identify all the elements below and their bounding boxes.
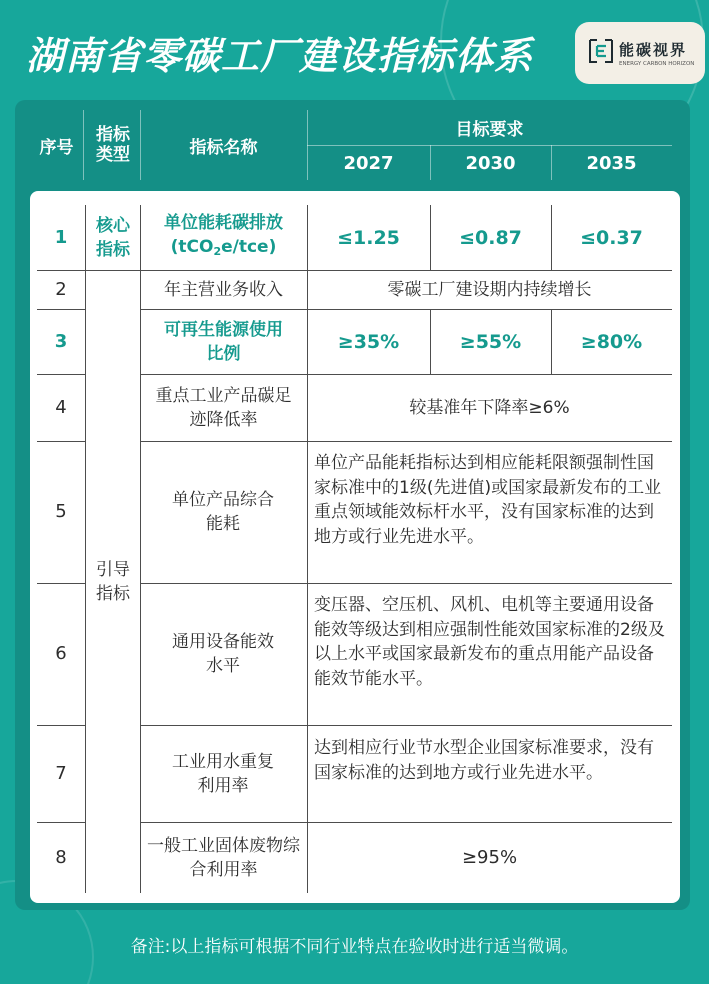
row-1-seq: 1 <box>54 226 68 248</box>
row-7-name: 工业用水重复利用率 <box>172 751 274 796</box>
guide-type-label: 引导指标 <box>96 559 130 604</box>
column-divider <box>85 205 86 893</box>
row-1-type: 核心指标 <box>96 215 130 260</box>
page-title: 湖南省零碳工厂建设指标体系 <box>26 34 534 78</box>
header-year-2027: 2027 <box>343 153 394 174</box>
row-4-seq: 4 <box>55 396 67 418</box>
header-name: 指标名称 <box>189 137 258 158</box>
row-1-value-2027: ≤1.25 <box>337 226 400 249</box>
brand-logo <box>575 22 705 84</box>
row-4-value: 较基准年下降率≥6% <box>409 397 570 418</box>
header-year-2030: 2030 <box>465 153 516 174</box>
row-1-name <box>140 205 307 270</box>
brand-name: 能碳视界 <box>619 41 688 59</box>
header-divider <box>83 110 84 180</box>
header-type: 指标类型 <box>96 125 130 165</box>
row-3-value-2030: ≥55% <box>459 330 522 353</box>
header-divider <box>307 145 672 146</box>
row-5-name: 单位产品综合能耗 <box>172 490 274 534</box>
row-1-name-main: 单位能耗碳排放 <box>164 213 283 233</box>
row-3-value-2027: ≥35% <box>337 330 400 353</box>
row-6-seq: 6 <box>55 643 67 664</box>
row-6-value: 变压器、空压机、风机、电机等主要通用设备能效等级达到相应强制性能效国家标准的2级及以上水平或国家最新发布的重点用能产品设备能效节能水平。 <box>314 595 665 689</box>
row-3-value-2035: ≥80% <box>580 330 643 353</box>
row-1-value-2030: ≤0.87 <box>459 226 522 249</box>
row-7-seq: 7 <box>55 762 67 784</box>
row-2-name: 年主营业务收入 <box>164 279 283 300</box>
row-8-seq: 8 <box>55 846 67 868</box>
brand-name-en: ENERGY CARBON HORIZON <box>619 61 695 67</box>
row-3-name: 可再生能源使用比例 <box>164 319 283 364</box>
row-8-value: ≥95% <box>461 846 518 868</box>
row-1-name-unit: (tCO$_2$e/tce) <box>170 237 277 258</box>
brand-mark-icon <box>587 37 615 65</box>
footnote: 备注:以上指标可根据不同行业特点在验收时进行适当微调。 <box>130 937 579 957</box>
row-1-value-2035: ≤0.37 <box>580 226 643 249</box>
header-target: 目标要求 <box>455 120 524 140</box>
row-2-value: 零碳工厂建设期内持续增长 <box>387 279 592 300</box>
row-4-name: 重点工业产品碳足迹降低率 <box>155 385 292 430</box>
row-3-seq: 3 <box>54 330 68 352</box>
header-seq: 序号 <box>39 137 74 158</box>
header-year-2035: 2035 <box>586 153 637 174</box>
row-5-value: 单位产品能耗指标达到相应能耗限额强制性国家标准中的1级(先进值)或国家最新发布的工业重点领域能效标杆水平，没有国家标准的达到地方或行业先进水平。 <box>314 453 662 547</box>
row-8-name: 一般工业固体废物综合利用率 <box>147 835 300 880</box>
row-6-name: 通用设备能效水平 <box>172 632 274 676</box>
row-2-seq: 2 <box>55 278 67 300</box>
row-7-value: 达到相应行业节水型企业国家标准要求，没有国家标准的达到地方或行业先进水平。 <box>314 738 654 783</box>
row-5-seq: 5 <box>55 501 67 522</box>
